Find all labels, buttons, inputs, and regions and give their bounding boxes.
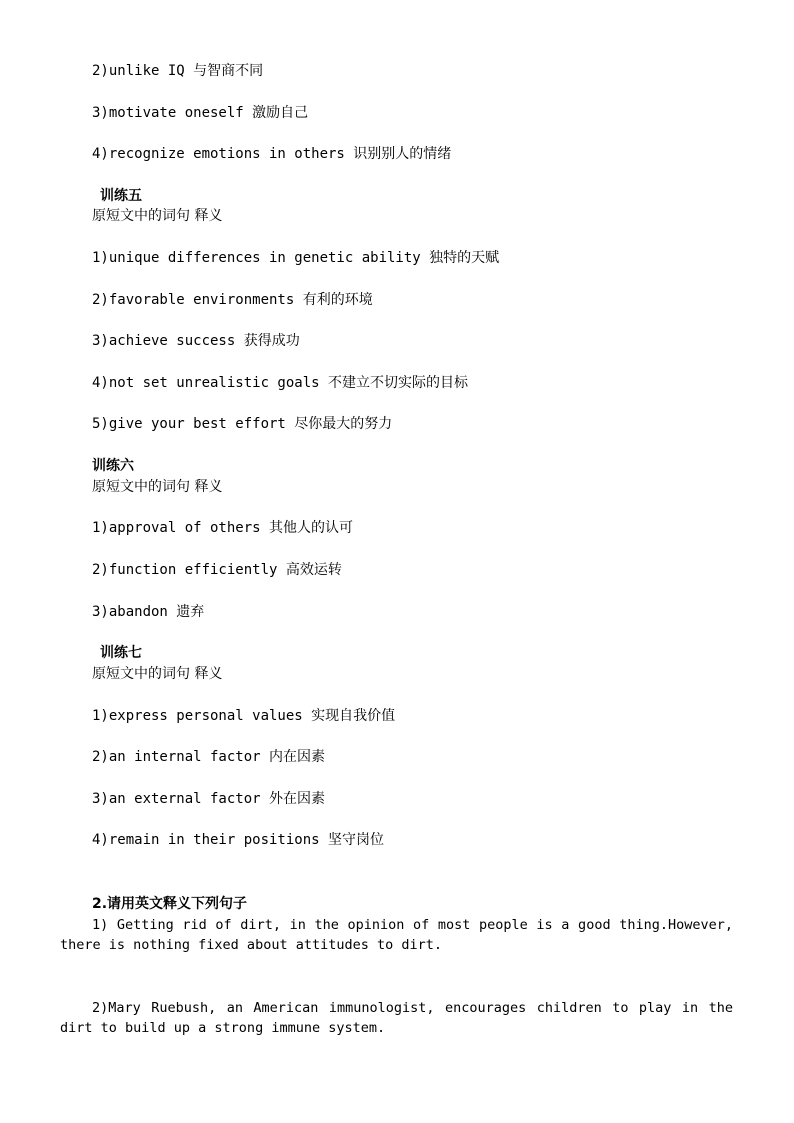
- list-item: 4)recognize emotions in others 识别别人的情绪: [92, 146, 452, 162]
- part2-title: 2.请用英文释义下列句子: [92, 896, 248, 912]
- list-item: 5)give your best effort 尽你最大的努力: [92, 416, 393, 432]
- list-item: 2)an internal factor 内在因素: [92, 749, 326, 765]
- list-item: 1)unique differences in genetic ability 独特的天赋: [92, 250, 500, 266]
- list-item: 4)not set unrealistic goals 不建立不切实际的目标: [92, 375, 469, 391]
- section-title-6: 训练六: [92, 458, 134, 474]
- list-item: 4)remain in their positions 坚守岗位: [92, 832, 385, 848]
- paragraph: 1) Getting rid of dirt, in the opinion of most people is a good thing.However, there is nothing fixed about attitudes to dirt.: [60, 917, 733, 953]
- section-title-7: 训练七: [100, 645, 142, 661]
- list-item: 1)express personal values 实现自我价值: [92, 708, 396, 724]
- list-item: 3)achieve success 获得成功: [92, 333, 300, 349]
- paragraph: 2)Mary Ruebush, an American immunologist, encourages children to play in the dirt to build up a strong immune system.: [60, 1000, 733, 1036]
- list-item: 3)an external factor 外在因素: [92, 791, 326, 807]
- section-title-5: 训练五: [100, 188, 142, 204]
- list-item: 3)motivate oneself 激励自己: [92, 105, 309, 121]
- list-item: 2)function efficiently 高效运转: [92, 562, 342, 578]
- list-item: 1)approval of others 其他人的认可: [92, 520, 354, 536]
- section-subtitle-5: 原短文中的词句 释义: [92, 208, 223, 224]
- list-item: 2)favorable environments 有利的环境: [92, 292, 373, 308]
- section-subtitle-7: 原短文中的词句 释义: [92, 666, 223, 682]
- section-subtitle-6: 原短文中的词句 释义: [92, 479, 223, 495]
- list-item: 2)unlike IQ 与智商不同: [92, 63, 264, 79]
- list-item: 3)abandon 遗弃: [92, 604, 205, 620]
